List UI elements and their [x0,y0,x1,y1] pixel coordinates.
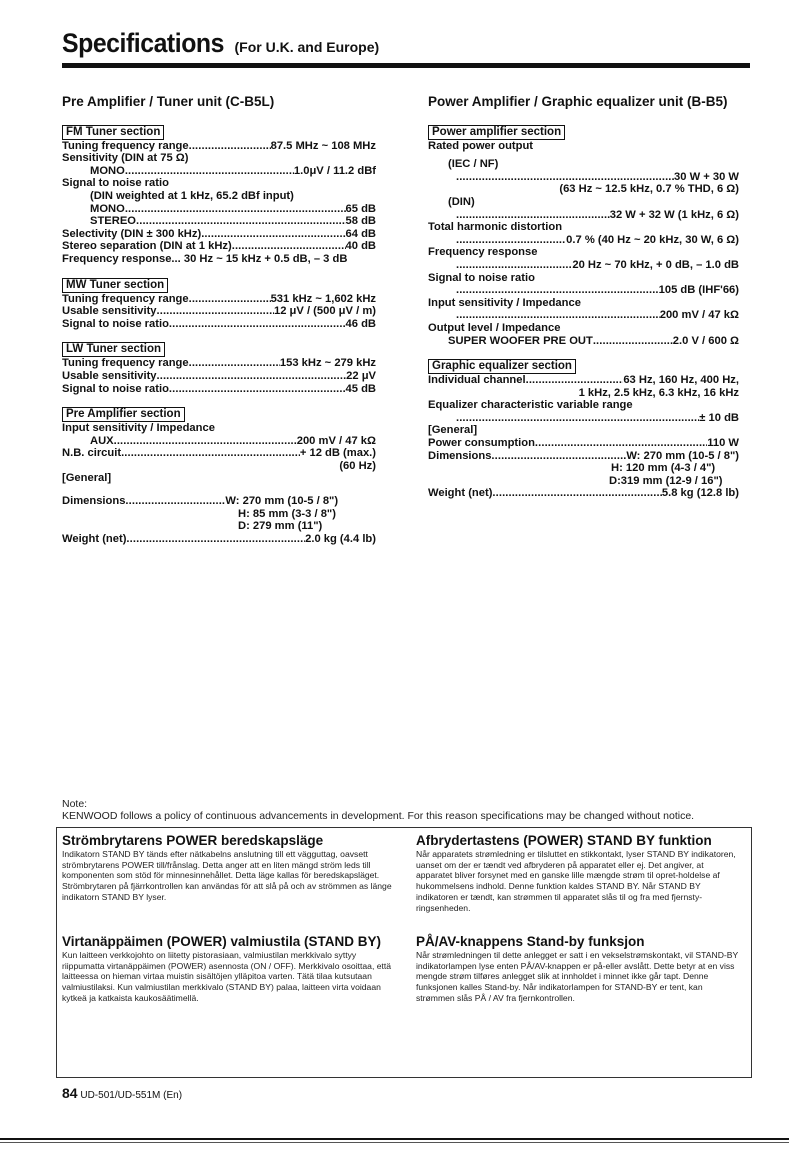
bottom-rule [0,1138,789,1140]
spec-row: Weight (net) . . . 2.0 kg (4.4 lb) [62,533,376,546]
spec-row: AUX . . . 200 mV / 47 kΩ [62,435,376,448]
notice-finnish [62,934,392,1004]
spec-label: Input sensitivity / Impedance [62,422,215,435]
mw-section-label: MW Tuner section [62,278,168,293]
spec-label: Output level / Impedance [428,321,561,334]
notice-text: Kun laitteen verkkojohto on liitetty pistorasiaan, valmiustilan merkkivalo syttyy riippumatta virtanäppäimen (POWER) asennosta (ON / OFF). Merkkivalo osoittaa, että laitteessa on hieman virtaa muistin sisältöjen ylläpitoa varten. Tätä tilaa kutsutaan valmiustilaksi. Kun valmiustilan merkkivalo (STAND BY) palaa, laitteen virta voidaan kytkeä ja katkaista kaukosäätimellä. [62,949,392,1003]
spec-value: D:319 mm (12-9 / 16") [609,474,723,487]
spec-label: Sensitivity (DIN at 75 Ω) [62,152,189,165]
spec-label: Rated power output [428,139,534,152]
spec-row: . . . 20 Hz ~ 70 kHz, + 0 dB, – 1.0 dB [428,259,739,272]
spec-label: Equalizer characteristic variable range [428,399,633,412]
notice-text: Indikatorn STAND BY tänds efter nätkabelns anslutning till ett vägguttag, oavsett strömbrytarens POWER till/frånslag. Detta anger att en liten mängd ström leds till komponenten som stöd för minnesinnehållet. Detta läge kallas för beredskapsläget. Strömbrytaren på fjärrkontrollen kan användas för att slå på och av strömmen as länge indikatorn STAND BY lyser. [62,848,392,902]
notice-swedish [62,833,392,903]
spec-row: Individual channel . . . 63 Hz, 160 Hz, 400 Hz, [428,374,739,387]
title-rule [62,63,750,68]
page-footer [62,1085,182,1101]
spec-row: Usable sensitivity . . . 12 μV / (500 μV / m) [62,305,376,318]
spec-row: MONO . . . 65 dB [62,203,376,216]
page-subtitle: (For U.K. and Europe) [234,39,380,55]
spec-row: . . . 0.7 % (40 Hz ~ 20 kHz, 30 W, 6 Ω) [428,234,739,247]
spec-value: 1 kHz, 2.5 kHz, 6.3 kHz, 16 kHz [578,386,739,399]
bottom-rule [0,1142,789,1143]
spec-label: Signal to noise ratio [428,271,535,284]
spec-row: Signal to noise ratio . . . 46 dB [62,318,376,331]
spec-label: Frequency response... 30 Hz ~ 15 kHz + 0.5 dB, – 3 dB [62,252,348,265]
spec-row: Stereo separation (DIN at 1 kHz) . . . 40 dB [62,240,376,253]
spec-value: D: 279 mm (11") [238,520,323,533]
spec-label: Input sensitivity / Impedance [428,296,581,309]
spec-row: Tuning frequency range . . . 531 kHz ~ 1,602 kHz [62,293,376,306]
note-text: KENWOOD follows a policy of continuous advancements in development. For this reason specifications may be changed without notice. [62,810,695,822]
page-title: Specifications [62,28,224,58]
notice-title: Strömbrytarens POWER beredskapsläge [62,833,324,848]
page-header [62,28,379,59]
notice-norwegian [416,934,740,1004]
page-number: 84 [62,1085,78,1101]
spec-row: Weight (net) . . . 5.8 kg (12.8 lb) [428,487,739,500]
spec-row: . . . 30 W + 30 W [428,171,739,184]
spec-row: Signal to noise ratio . . . 45 dB [62,383,376,396]
note-label: Note: [62,798,88,810]
spec-row: Dimensions . . . W: 270 mm (10-5 / 8") [428,450,739,463]
spec-row: Dimensions . . . W: 270 mm (10-5 / 8") [62,495,376,508]
spec-label: Total harmonic distortion [428,221,563,234]
spec-condition: (60 Hz) [339,459,376,472]
notice-title: PÅ/AV-knappens Stand-by funksjon [416,934,645,949]
spec-condition: (DIN weighted at 1 kHz, 65.2 dBf input) [90,189,294,202]
spec-row: SUPER WOOFER PRE OUT . . . 2.0 V / 600 Ω [428,335,739,348]
model-number: UD-501/UD-551M (En) [80,1090,183,1101]
notice-danish [416,833,740,914]
spec-row: Tuning frequency range . . . 87.5 MHz ~ 108 MHz [62,140,376,153]
spec-value: H: 120 mm (4-3 / 4") [611,462,716,475]
spec-value: H: 85 mm (3-3 / 8") [238,507,336,520]
spec-row: Usable sensitivity . . . 22 μV [62,370,376,383]
spec-label: (DIN) [448,195,475,208]
notice-text: Når strømledningen til dette anlegget er satt i en vekselstrømskontakt, vil STAND-BY indikatorlampen lyse enten PÅ/AV-knappen er på-eller avslått. Dette betyr at en viss mengde strøm tilføres anlegget slik at innholdet i minnet ikke går tapt. Denne funksjonen kalles Stand-by. Når indikatorlampen for STAND-BY er tent, kan strømmen slås PÅ / AV fra fjernkontrollen. [416,949,739,1003]
fm-section-label: FM Tuner section [62,125,164,140]
spec-row: Power consumption . . . 110 W [428,437,739,450]
spec-condition: (63 Hz ~ 12.5 kHz, 0.7 % THD, 6 Ω) [559,183,739,196]
spec-row: MONO . . . 1.0μV / 11.2 dBf [62,165,376,178]
spec-label: (IEC / NF) [448,158,499,171]
power-amp-eq-specs [428,96,739,500]
spec-label: Frequency response [428,246,538,259]
note [62,798,750,822]
notice-title: Afbrydertastens (POWER) STAND BY funktion [416,833,712,848]
general-label: [General] [428,424,478,437]
notice-title: Virtanäppäimen (POWER) valmiustila (STAND BY) [62,934,382,949]
general-label: [General] [62,472,112,485]
power-amp-section-label: Power amplifier section [428,125,565,140]
left-heading: Pre Amplifier / Tuner unit (C-B5L) [62,94,275,109]
spec-row: . . . ± 10 dB [428,412,739,425]
geq-section-label: Graphic equalizer section [428,359,576,374]
spec-row: STEREO . . . 58 dB [62,215,376,228]
lw-section-label: LW Tuner section [62,342,165,357]
pre-amp-tuner-specs [62,96,376,545]
spec-row: . . . 105 dB (IHF'66) [428,284,739,297]
spec-row: . . . 200 mV / 47 kΩ [428,309,739,322]
right-heading: Power Amplifier / Graphic equalizer unit (B-B5) [428,94,728,109]
spec-row: Tuning frequency range . . . 153 kHz ~ 279 kHz [62,357,376,370]
spec-row: N.B. circuit . . . + 12 dB (max.) [62,447,376,460]
spec-label: Signal to noise ratio [62,177,169,190]
notice-text: Når apparatets strømledning er tilsluttet en stikkontakt, lyser STAND BY indikatoren, uanset om der er tændt ved afbryderen på apparatet eller ej. Det angiver, at apparatet bliver forsynet med en ganske lille mængde strøm til opret-holdelse af hukommelsens indhold. Denne funktion kaldes STAND BY. Når STAND BY indikatoren er tændt, kan strømmen til apparatet slås til og fra med fjernsty-ringsenheden. [416,848,736,913]
spec-row: . . . 32 W + 32 W (1 kHz, 6 Ω) [428,209,739,222]
spec-row: Selectivity (DIN ± 300 kHz) . . . 64 dB [62,228,376,241]
pre-amp-section-label: Pre Amplifier section [62,407,185,422]
